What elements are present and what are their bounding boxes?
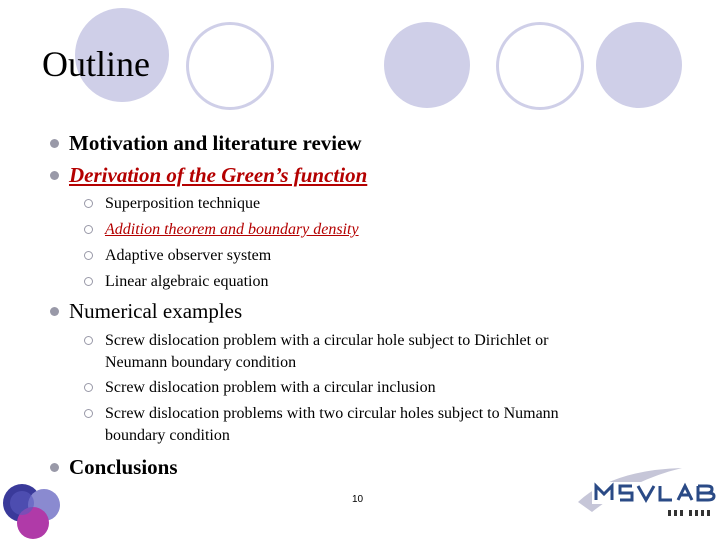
bullet-dot-icon (50, 307, 59, 316)
sub-bullet-line: Neumann boundary condition (105, 354, 297, 371)
sub-bullet-line: Screw dislocation problems with two circular holes subject to Numann (105, 405, 559, 422)
sub-bullet-line: Screw dislocation problem with a circular hole subject to Dirichlet or (105, 332, 549, 349)
bullet-ring-icon (84, 336, 93, 345)
bullet-dot-icon (50, 171, 59, 180)
bullet-numerical-examples: Numerical examples (50, 299, 242, 324)
bullet-ring-icon (84, 277, 93, 286)
sub-bullet-two-holes-problem (84, 403, 559, 447)
sub-bullet-superposition: Superposition technique (84, 193, 260, 215)
bullet-motivation: Motivation and literature review (50, 131, 362, 156)
sub-bullet-hole-problem (84, 330, 548, 374)
bullet-dot-icon (50, 463, 59, 472)
msvlab-logo (572, 462, 720, 534)
sub-bullet-linear-equation: Linear algebraic equation (84, 271, 268, 293)
bullet-dot-icon (50, 139, 59, 148)
sub-bullet-adaptive-observer: Adaptive observer system (84, 245, 271, 267)
bullet-ring-icon (84, 383, 93, 392)
bullet-ring-icon (84, 199, 93, 208)
msv-logo-left (0, 483, 66, 540)
bullet-ring-icon (84, 251, 93, 260)
slide-title: Outline (42, 44, 150, 84)
sub-bullet-line: boundary condition (105, 427, 230, 444)
bullet-ring-icon (84, 225, 93, 234)
bullet-derivation[interactable]: Derivation of the Green’s function (50, 163, 367, 188)
page-number: 10 (352, 494, 364, 505)
sub-bullet-inclusion-problem: Screw dislocation problem with a circular inclusion (84, 377, 436, 399)
bullet-ring-icon (84, 409, 93, 418)
sub-bullet-addition-theorem[interactable]: Addition theorem and boundary density (84, 219, 359, 241)
bullet-conclusions: Conclusions (50, 455, 178, 480)
